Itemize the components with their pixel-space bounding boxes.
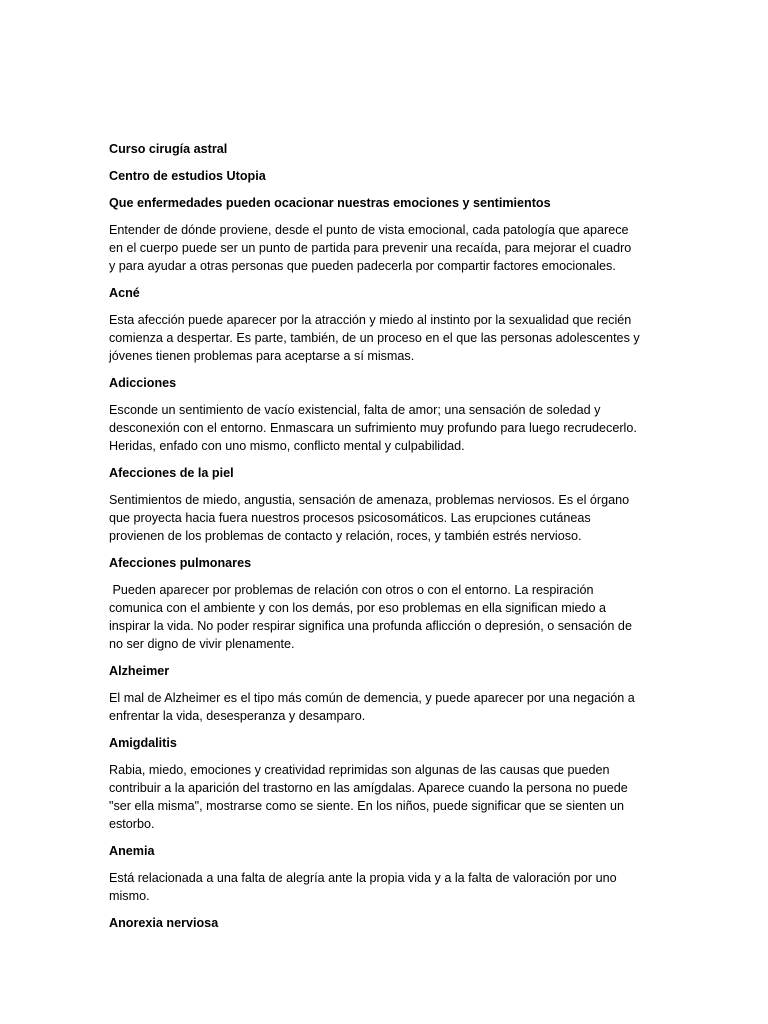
document-question-heading: Que enfermedades pueden ocacionar nuestras emociones y sentimientos <box>109 196 551 210</box>
paragraph-line: Heridas, enfado con uno mismo, conflicto mental y culpabilidad. <box>109 439 465 453</box>
center-title: Centro de estudios Utopia <box>109 169 266 183</box>
section-title-amigdalitis: Amigdalitis <box>109 736 177 750</box>
paragraph-line: no ser digno de vivir plenamente. <box>109 637 295 651</box>
paragraph-line: en el cuerpo puede ser un punto de partida para prevenir una recaída, para mejorar el cuadro <box>109 241 632 255</box>
section-title-anemia: Anemia <box>109 844 155 858</box>
paragraph-line: Sentimientos de miedo, angustia, sensación de amenaza, problemas nerviosos. Es el órgano <box>109 493 630 507</box>
section-paragraph-acne <box>109 311 665 365</box>
section-title-alzheimer: Alzheimer <box>109 664 170 678</box>
intro-paragraph <box>109 221 665 275</box>
paragraph-line: comienza a despertar. Es parte, también, de un proceso en el que las personas adolescentes y <box>109 331 640 345</box>
paragraph-line: inspirar la vida. No poder respirar significa una profunda aflicción o depresión, o sensación de <box>109 619 632 633</box>
section-title-adicciones: Adicciones <box>109 376 177 390</box>
document-page <box>109 140 665 941</box>
paragraph-line: provienen de los problemas de contacto y relación, roces, y también estrés nervioso. <box>109 529 582 543</box>
section-title-afecciones-piel: Afecciones de la piel <box>109 466 234 480</box>
section-paragraph-amigdalitis <box>109 761 665 833</box>
section-paragraph-alzheimer <box>109 689 665 725</box>
section-paragraph-adicciones <box>109 401 665 455</box>
paragraph-line: Esconde un sentimiento de vacío existencial, falta de amor; una sensación de soledad y <box>109 403 601 417</box>
paragraph-line: Entender de dónde proviene, desde el punto de vista emocional, cada patología que aparece <box>109 223 629 237</box>
paragraph-line: Pueden aparecer por problemas de relación con otros o con el entorno. La respiración <box>109 583 594 597</box>
paragraph-line: jóvenes tienen problemas para aceptarse a sí mismas. <box>109 349 415 363</box>
section-paragraph-anemia <box>109 869 665 905</box>
paragraph-line: desconexión con el entorno. Enmascara un sufrimiento muy profundo para luego recrudecerlo. <box>109 421 637 435</box>
paragraph-line: enfrentar la vida, desesperanza y desamparo. <box>109 709 366 723</box>
paragraph-line: Rabia, miedo, emociones y creatividad reprimidas son algunas de las causas que pueden <box>109 763 610 777</box>
paragraph-line: mismo. <box>109 889 150 903</box>
paragraph-line: Esta afección puede aparecer por la atracción y miedo al instinto por la sexualidad que recién <box>109 313 632 327</box>
section-paragraph-afecciones-pulmonares <box>109 581 665 653</box>
paragraph-line: comunica con el ambiente y con los demás, por eso problemas en ella significan miedo a <box>109 601 607 615</box>
paragraph-line: El mal de Alzheimer es el tipo más común de demencia, y puede aparecer por una negación a <box>109 691 635 705</box>
paragraph-line: que proyecta hacia fuera nuestros procesos psicosomáticos. Las erupciones cutáneas <box>109 511 591 525</box>
section-title-afecciones-pulmonares: Afecciones pulmonares <box>109 556 252 570</box>
paragraph-line: "ser ella misma", mostrarse como se siente. En los niños, puede significar que se sienten un <box>109 799 625 813</box>
paragraph-line: Está relacionada a una falta de alegría ante la propia vida y a la falta de valoración por uno <box>109 871 617 885</box>
course-title: Curso cirugía astral <box>109 142 228 156</box>
section-title-anorexia: Anorexia nerviosa <box>109 916 219 930</box>
section-paragraph-afecciones-piel <box>109 491 665 545</box>
paragraph-line: contribuir a la aparición del trastorno en las amígdalas. Aparece cuando la persona no puede <box>109 781 628 795</box>
paragraph-line: estorbo. <box>109 817 155 831</box>
paragraph-line: y para ayudar a otras personas que pueden padecerla por compartir factores emocionales. <box>109 259 616 273</box>
section-title-acne: Acné <box>109 286 140 300</box>
